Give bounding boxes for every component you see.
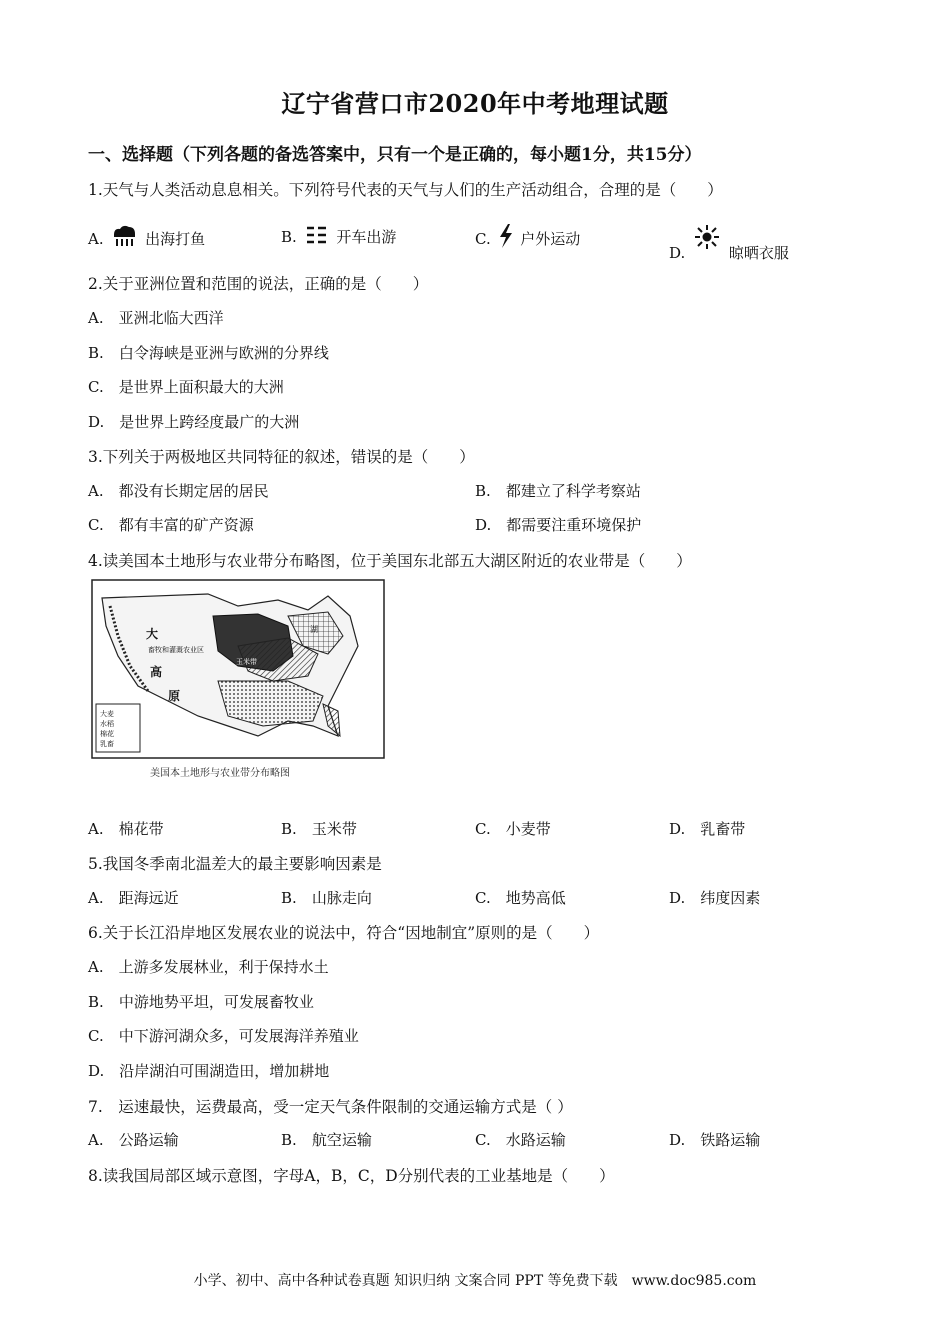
question-4-option-c: C. 小麦带 <box>475 820 551 838</box>
legend-label-2: 水稻 <box>100 720 114 728</box>
question-5-option-b: B. 山脉走向 <box>281 889 372 907</box>
us-agriculture-map-figure <box>88 576 388 766</box>
option-text: 出海打鱼 <box>145 230 206 248</box>
map-label-yuan: 原 <box>168 689 181 703</box>
question-7-option-b: B. 航空运输 <box>281 1131 372 1149</box>
question-6-option-c: C. 中下游河湖众多，可发展海洋养殖业 <box>88 1027 359 1045</box>
page-title: 辽宁省营口市2020年中考地理试题 <box>281 89 669 118</box>
option-text: 户外运动 <box>520 230 581 248</box>
legend-label-4: 乳畜 <box>100 740 114 748</box>
question-1-option-b <box>281 224 396 247</box>
legend-label-3: 棉花 <box>100 730 114 738</box>
question-4-option-b: B. 玉米带 <box>281 820 357 838</box>
option-text: 开车出游 <box>336 228 397 246</box>
option-letter: C. <box>475 230 491 248</box>
question-3-option-a: A. 都没有长期定居的居民 <box>88 482 269 500</box>
question-5-option-d: D. 纬度因素 <box>669 889 761 907</box>
question-2-option-d: D. 是世界上跨经度最广的大洲 <box>88 413 300 431</box>
map-caption: 美国本土地形与农业带分布略图 <box>150 768 290 779</box>
page-footer: 小学、初中、高中各种试卷真题 知识归纳 文案合同 PPT 等免费下载 www.doc985.com <box>193 1273 757 1289</box>
question-3-option-b: B. 都建立了科学考察站 <box>475 482 641 500</box>
question-4-stem: 4.读美国本土地形与农业带分布略图，位于美国东北部五大湖区附近的农业带是（ ） <box>88 552 692 570</box>
question-7-option-d: D. 铁路运输 <box>669 1131 761 1149</box>
question-4-option-d: D. 乳畜带 <box>669 820 746 838</box>
sun-icon <box>692 224 722 252</box>
map-label-grazing: 畜牧和灌溉农业区 <box>148 646 204 654</box>
legend-label-1: 大麦 <box>100 710 114 718</box>
option-letter: A. <box>88 230 104 248</box>
question-5-option-c: C. 地势高低 <box>475 889 566 907</box>
option-letter: D. <box>669 244 686 262</box>
map-label-lake: 湖 <box>310 625 318 634</box>
question-2-stem: 2.关于亚洲位置和范围的说法，正确的是（ ） <box>88 275 429 293</box>
map-label-gao: 高 <box>150 665 163 679</box>
map-label-corn: 玉米带 <box>236 658 257 666</box>
question-5-stem: 5.我国冬季南北温差大的最主要影响因素是 <box>88 855 382 873</box>
heavy-rain-icon <box>110 224 138 248</box>
question-1-option-d <box>669 224 789 263</box>
question-3-stem: 3.下列关于两极地区共同特征的叙述，错误的是（ ） <box>88 448 475 466</box>
question-2-option-a: A. 亚洲北临大西洋 <box>88 309 224 327</box>
question-6-option-a: A. 上游多发展林业，利于保持水土 <box>88 958 329 976</box>
question-6-stem: 6.关于长江沿岸地区发展农业的说法中，符合“因地制宜”原则的是（ ） <box>88 924 600 942</box>
lightning-icon <box>498 224 514 248</box>
question-8-stem: 8.读我国局部区域示意图，字母A，B，C，D分别代表的工业基地是（ ） <box>88 1167 615 1185</box>
us-agriculture-map <box>88 576 388 786</box>
question-1-option-a <box>88 224 205 249</box>
question-7-option-c: C. 水路运输 <box>475 1131 566 1149</box>
option-text: 晾晒衣服 <box>728 244 789 262</box>
question-1-option-c <box>475 224 580 249</box>
fog-icon <box>304 224 330 246</box>
question-1-stem: 1.天气与人类活动息息相关。下列符号代表的天气与人们的生产活动组合，合理的是（ ） <box>88 181 723 199</box>
question-7-stem: 7. 运速最快，运费最高，受一定天气条件限制的交通运输方式是（ ） <box>88 1098 573 1116</box>
question-4-option-a: A. 棉花带 <box>88 820 164 838</box>
question-3-option-d: D. 都需要注重环境保护 <box>475 516 642 534</box>
question-7-option-a: A. 公路运输 <box>88 1131 179 1149</box>
question-3-option-c: C. 都有丰富的矿产资源 <box>88 516 254 534</box>
option-letter: B. <box>281 228 297 246</box>
question-6-option-d: D. 沿岸湖泊可围湖造田，增加耕地 <box>88 1062 330 1080</box>
question-5-option-a: A. 距海远近 <box>88 889 179 907</box>
section-heading: 一、选择题（下列各题的备选答案中，只有一个是正确的，每小题1分，共15分） <box>88 145 702 165</box>
question-6-option-b: B. 中游地势平坦，可发展畜牧业 <box>88 993 314 1011</box>
question-2-option-b: B. 白令海峡是亚洲与欧洲的分界线 <box>88 344 329 362</box>
map-label-da: 大 <box>146 627 159 641</box>
question-2-option-c: C. 是世界上面积最大的大洲 <box>88 378 284 396</box>
